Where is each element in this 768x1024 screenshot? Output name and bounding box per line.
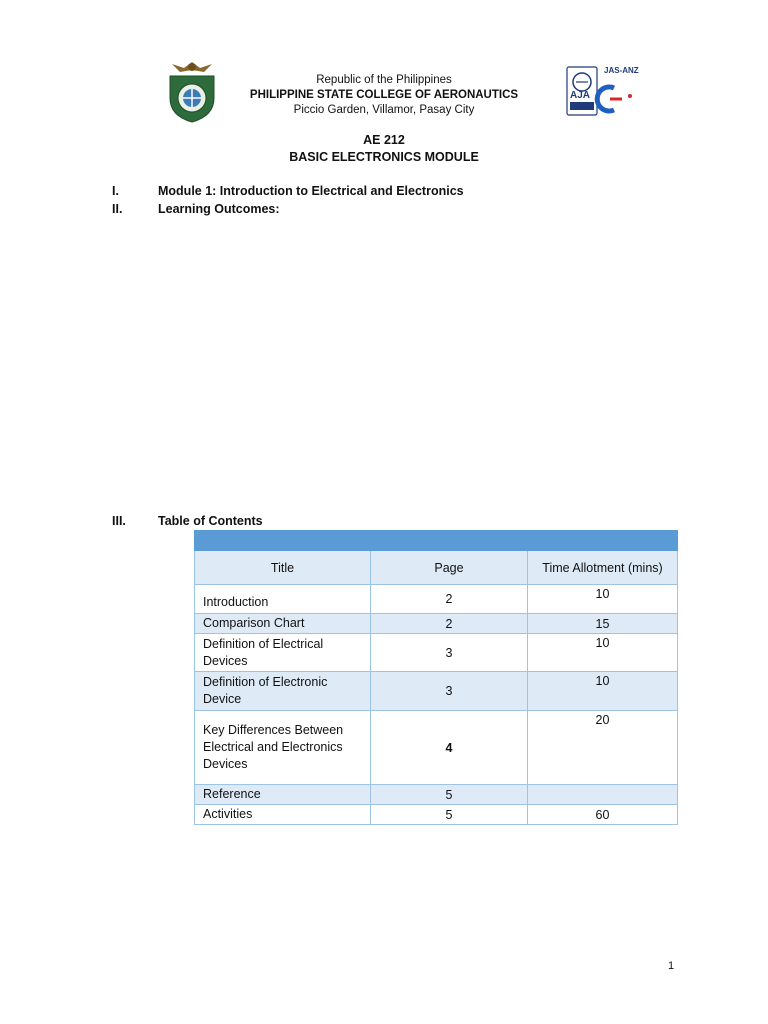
table-of-contents xyxy=(194,530,678,825)
row-page: 4 xyxy=(371,711,528,785)
table-row xyxy=(195,614,678,634)
row-title: Comparison Chart xyxy=(195,614,371,634)
row-page: 2 xyxy=(371,585,528,614)
row-page: 3 xyxy=(371,672,528,711)
row-time xyxy=(528,785,678,805)
section-2-title: Learning Outcomes: xyxy=(158,202,280,216)
row-page: 2 xyxy=(371,614,528,634)
section-2-number: II. xyxy=(112,202,123,216)
section-3-title: Table of Contents xyxy=(158,514,263,528)
college-name: PHILIPPINE STATE COLLEGE OF AERONAUTICS xyxy=(249,89,519,101)
college-address: Piccio Garden, Villamor, Pasay City xyxy=(293,104,475,116)
row-title: Introduction xyxy=(195,585,371,614)
table-row xyxy=(195,785,678,805)
section-3-number: III. xyxy=(112,514,126,528)
row-title: Definition of Electronic Device xyxy=(195,672,371,711)
table-row xyxy=(195,805,678,825)
course-code: AE 212 xyxy=(363,133,405,147)
row-title: Reference xyxy=(195,785,371,805)
header-time: Time Allotment (mins) xyxy=(528,551,678,585)
row-page: 5 xyxy=(371,785,528,805)
aja-logo-text: AJA xyxy=(570,90,591,101)
row-title: Definition of Electrical Devices xyxy=(195,634,371,672)
row-page: 5 xyxy=(371,805,528,825)
header-title: Title xyxy=(195,551,371,585)
row-time: 10 xyxy=(528,585,678,614)
row-page: 3 xyxy=(371,634,528,672)
jasanz-logo-text: JAS-ANZ xyxy=(604,66,639,75)
row-time: 20 xyxy=(528,711,678,785)
page-number: 1 xyxy=(668,960,675,972)
table-header-bar xyxy=(195,531,678,551)
row-time: 10 xyxy=(528,672,678,711)
section-1-title: Module 1: Introduction to Electrical and Electronics xyxy=(158,184,464,198)
table-row xyxy=(195,634,678,672)
header-page: Page xyxy=(371,551,528,585)
row-time: 15 xyxy=(528,614,678,634)
row-title: Activities xyxy=(195,805,371,825)
course-name: BASIC ELECTRONICS MODULE xyxy=(289,150,479,164)
row-title: Key Differences Between Electrical and Electronics Devices xyxy=(195,711,371,785)
section-1-number: I. xyxy=(112,184,119,198)
republic-line: Republic of the Philippines xyxy=(316,74,452,86)
table-row xyxy=(195,672,678,711)
row-time: 60 xyxy=(528,805,678,825)
row-time: 10 xyxy=(528,634,678,672)
table-header-row xyxy=(195,551,678,585)
table-row xyxy=(195,711,678,785)
table-row xyxy=(195,585,678,614)
